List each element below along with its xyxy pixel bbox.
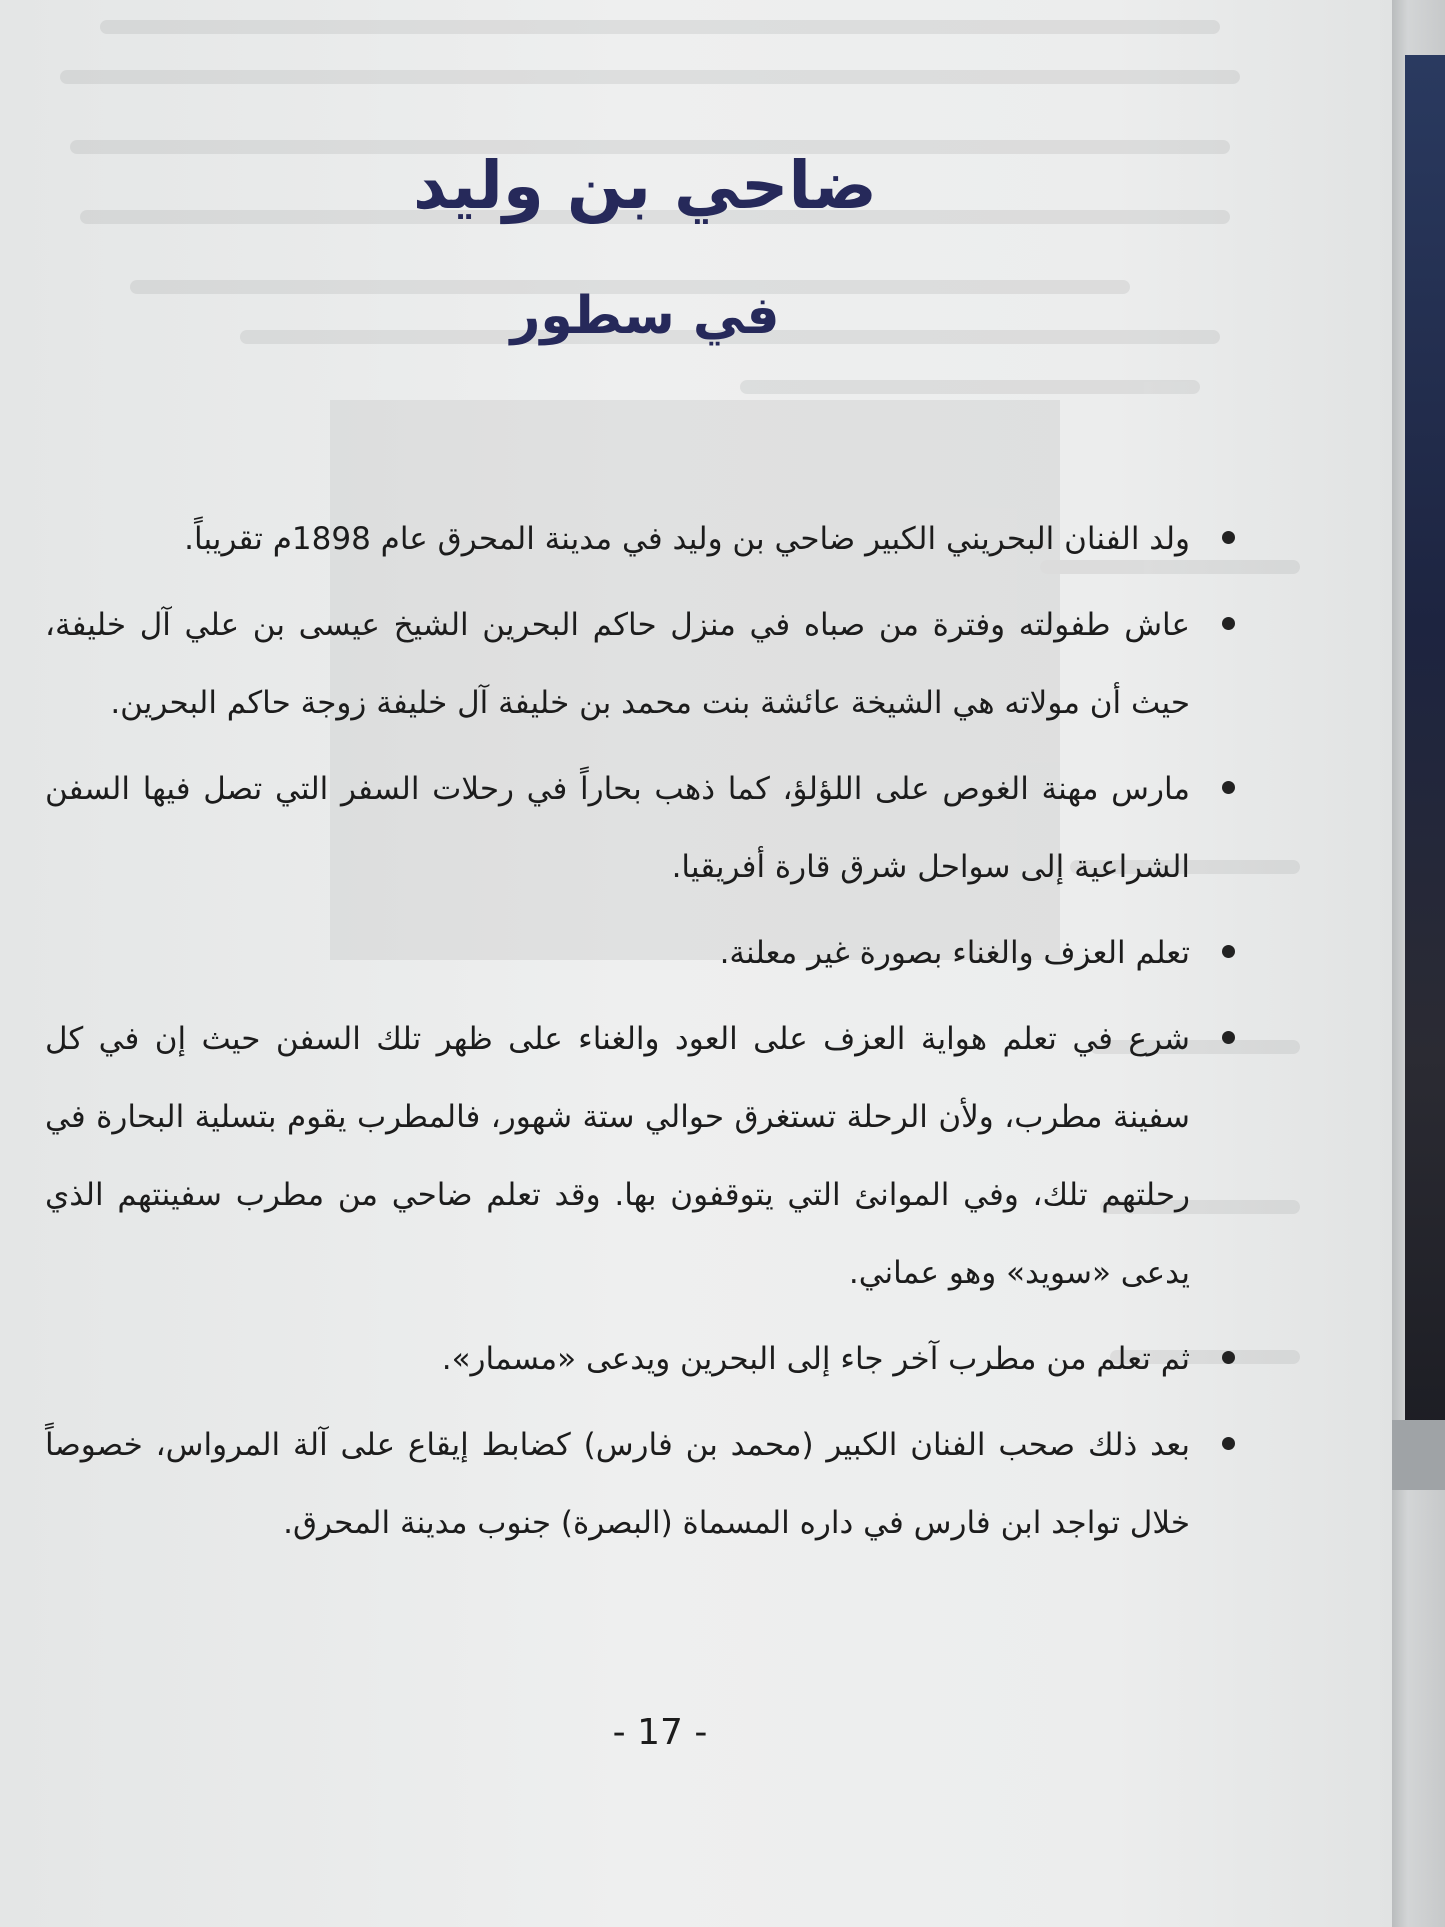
bullet-icon (1222, 945, 1235, 958)
list-item (45, 914, 1235, 992)
list-item (45, 750, 1235, 906)
list-item-text: عاش طفولته وفترة من صباه في منزل حاكم البحرين الشيخ عيسى بن علي آل خليفة، حيث أن مولاته هي الشيخة عائشة بنت محمد بن خليفة آل خليفة زوجة حاكم البحرين. (45, 607, 1190, 721)
bullet-icon (1222, 1351, 1235, 1364)
bullet-icon (1222, 1437, 1235, 1450)
bullet-icon (1222, 531, 1235, 544)
facing-page-photo (1405, 55, 1445, 1485)
list-item (45, 1000, 1235, 1312)
list-item-text: مارس مهنة الغوص على اللؤلؤ، كما ذهب بحاراً في رحلات السفر التي تصل فيها السفن الشراعية إلى سواحل شرق قارة أفريقيا. (45, 771, 1190, 885)
list-item (45, 1320, 1235, 1398)
bullet-icon (1222, 617, 1235, 630)
page-title: ضاحي بن وليد (413, 147, 877, 224)
page-number: - 17 - (612, 1712, 708, 1753)
list-item-text: تعلم العزف والغناء بصورة غير معلنة. (719, 935, 1190, 971)
bullet-icon (1222, 781, 1235, 794)
list-item-text: بعد ذلك صحب الفنان الكبير (محمد بن فارس) كضابط إيقاع على آلة المرواس، خصوصاً خلال تواجد ابن فارس في داره المسماة (البصرة) جنوب مدينة المحرق. (45, 1427, 1190, 1541)
list-item-text: شرع في تعلم هواية العزف على العود والغناء على ظهر تلك السفن حيث إن في كل سفينة مطرب، ولأن الرحلة تستغرق حوالي ستة شهور، فالمطرب يقوم بتسلية البحارة في رحلتهم تلك، وفي الموانئ التي يتوقفون بها. وقد تعلم ضاحي من مطرب سفينتهم الذي يدعى «سويد» وهو عماني. (45, 1021, 1190, 1291)
list-item-text: ثم تعلم من مطرب آخر جاء إلى البحرين ويدعى «مسمار». (441, 1341, 1190, 1377)
facing-page-frame (1392, 1420, 1445, 1490)
bullet-icon (1222, 1031, 1235, 1044)
biography-list (45, 500, 1235, 1570)
list-item (45, 500, 1235, 578)
list-item (45, 1406, 1235, 1562)
list-item (45, 586, 1235, 742)
facing-page-edge (1392, 0, 1445, 1927)
list-item-text: ولد الفنان البحريني الكبير ضاحي بن وليد في مدينة المحرق عام 1898م تقريباً. (184, 521, 1190, 557)
page-subtitle: في سطور (510, 286, 780, 346)
